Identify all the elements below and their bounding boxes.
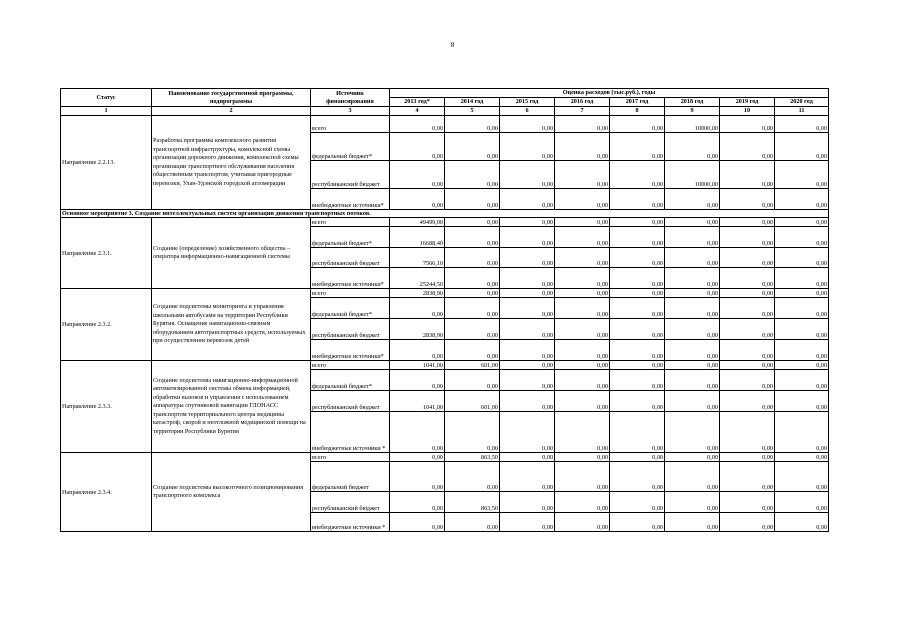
value-cell: 0,00 [500, 391, 555, 412]
value-cell: 0,00 [555, 189, 610, 210]
header-col-number: 6 [500, 107, 555, 116]
value-cell: 0,00 [390, 340, 445, 361]
value-cell: 0,00 [390, 298, 445, 319]
funding-source-cell: всего [311, 453, 390, 462]
value-cell: 863,50 [445, 453, 500, 462]
value-cell: 0,00 [720, 133, 775, 161]
value-cell: 0,00 [445, 462, 500, 492]
header-year: 2020 год [775, 98, 829, 107]
funding-source-cell: федеральный бюджет [311, 462, 390, 492]
funding-source-cell: федеральный бюджет* [311, 298, 390, 319]
funding-source-cell: внебюджетные источники* [311, 268, 390, 289]
value-cell: 0,00 [555, 116, 610, 133]
value-cell: 0,00 [665, 268, 720, 289]
header-year: 2013 год* [390, 98, 445, 107]
value-cell: 0,00 [775, 513, 829, 532]
value-cell: 0,00 [500, 492, 555, 513]
value-cell: 0,00 [390, 189, 445, 210]
value-cell: 0,00 [555, 361, 610, 370]
value-cell: 0,00 [500, 370, 555, 391]
funding-source-cell: федеральный бюджет* [311, 370, 390, 391]
value-cell: 0,00 [500, 189, 555, 210]
funding-source-cell: внебюджетные источники * [311, 513, 390, 532]
header-status: Статус [61, 89, 152, 107]
value-cell: 0,00 [665, 248, 720, 268]
value-cell: 0,00 [390, 462, 445, 492]
value-cell: 0,00 [610, 492, 665, 513]
funding-source-cell: республиканский бюджет [311, 161, 390, 189]
value-cell: 0,00 [500, 248, 555, 268]
header-col-number: 5 [445, 107, 500, 116]
value-cell: 0,00 [555, 513, 610, 532]
value-cell: 0,00 [445, 370, 500, 391]
value-cell: 0,00 [500, 298, 555, 319]
value-cell: 0,00 [500, 412, 555, 453]
value-cell: 0,00 [775, 298, 829, 319]
value-cell: 0,00 [665, 462, 720, 492]
header-col-number: 1 [61, 107, 152, 116]
value-cell: 0,00 [445, 412, 500, 453]
value-cell: 0,00 [775, 189, 829, 210]
value-cell: 0,00 [555, 492, 610, 513]
program-name-cell: Разработка программы комплексного развития транспортной инфраструктуры, комплексной схемы организации дорожного движения, комплексной схемы организации транспортного обслуживания населения общественным транспортом, учитывая пригородные перевозки, Улан-Удэнской городской агломерации [152, 116, 311, 210]
value-cell: 0,00 [775, 161, 829, 189]
table-row [61, 116, 829, 133]
table-row [61, 218, 829, 227]
value-cell: 0,00 [720, 319, 775, 340]
value-cell: 0,00 [610, 289, 665, 298]
value-cell: 0,00 [610, 361, 665, 370]
value-cell: 0,00 [500, 361, 555, 370]
value-cell: 0,00 [610, 268, 665, 289]
value-cell: 0,00 [445, 289, 500, 298]
funding-source-cell: внебюджетные источники* [311, 189, 390, 210]
value-cell: 0,00 [665, 370, 720, 391]
header-col-number: 11 [775, 107, 829, 116]
value-cell: 10000,00 [665, 116, 720, 133]
value-cell: 0,00 [775, 412, 829, 453]
value-cell: 1041,00 [390, 391, 445, 412]
value-cell: 0,00 [665, 492, 720, 513]
value-cell: 0,00 [555, 412, 610, 453]
status-cell: Направление 2.3.2. [61, 289, 152, 361]
value-cell: 0,00 [555, 133, 610, 161]
value-cell: 2838,90 [390, 319, 445, 340]
header-estimate: Оценка расходов (тыс.руб.), годы [390, 89, 829, 98]
value-cell: 0,00 [720, 492, 775, 513]
value-cell: 0,00 [775, 268, 829, 289]
value-cell: 0,00 [720, 227, 775, 248]
value-cell: 0,00 [500, 462, 555, 492]
value-cell: 0,00 [610, 391, 665, 412]
value-cell: 0,00 [720, 453, 775, 462]
funding-source-cell: всего [311, 289, 390, 298]
funding-source-cell: внебюджетные источники* [311, 340, 390, 361]
table-row [61, 453, 829, 462]
header-col-number: 7 [555, 107, 610, 116]
table-row [61, 289, 829, 298]
value-cell: 0,00 [555, 248, 610, 268]
header-year: 2014 год [445, 98, 500, 107]
value-cell: 10000,00 [665, 161, 720, 189]
main-event-title: Основное мероприятие 3. Создание интеллектуальных систем организации движения транспортных потоков. [61, 210, 829, 218]
value-cell: 0,00 [555, 391, 610, 412]
header-year: 2015 год [500, 98, 555, 107]
value-cell: 0,00 [610, 513, 665, 532]
funding-source-cell: республиканский бюджет [311, 492, 390, 513]
header-funding-source: Источник финансирования [311, 89, 390, 107]
value-cell: 0,00 [500, 340, 555, 361]
value-cell: 0,00 [445, 161, 500, 189]
value-cell: 0,00 [500, 161, 555, 189]
value-cell: 0,00 [720, 513, 775, 532]
status-cell: Направление 2.3.4. [61, 453, 152, 532]
funding-source-cell: всего [311, 116, 390, 133]
value-cell: 0,00 [390, 492, 445, 513]
value-cell: 0,00 [445, 189, 500, 210]
value-cell: 0,00 [390, 116, 445, 133]
header-col-number: 2 [152, 107, 311, 116]
value-cell: 0,00 [555, 161, 610, 189]
header-year: 2016 год [555, 98, 610, 107]
value-cell: 0,00 [720, 268, 775, 289]
value-cell: 0,00 [555, 340, 610, 361]
value-cell: 49499,00 [390, 218, 445, 227]
value-cell: 0,00 [610, 248, 665, 268]
value-cell: 0,00 [775, 319, 829, 340]
value-cell: 1041,00 [390, 361, 445, 370]
value-cell: 0,00 [610, 340, 665, 361]
value-cell: 0,00 [720, 161, 775, 189]
value-cell: 0,00 [720, 412, 775, 453]
value-cell: 0,00 [555, 370, 610, 391]
header-col-number: 10 [720, 107, 775, 116]
value-cell: 0,00 [665, 189, 720, 210]
value-cell: 0,00 [610, 133, 665, 161]
value-cell: 0,00 [555, 462, 610, 492]
program-name-cell: Создание подсистемы навигационно-информационной автоматизированной системы обмена информацией, обработки вызовов и управления с использованием аппаратуры спутниковой навигации ГЛОНАСС транспортом территориального центра медицины катастроф, скорой и неотложной медицинской помощи на территории Республики Бурятия [152, 361, 311, 453]
value-cell: 0,00 [445, 298, 500, 319]
value-cell: 0,00 [775, 361, 829, 370]
funding-source-cell: республиканский бюджет [311, 248, 390, 268]
value-cell: 0,00 [775, 248, 829, 268]
value-cell: 0,00 [775, 340, 829, 361]
header-col-number: 8 [610, 107, 665, 116]
value-cell: 0,00 [775, 391, 829, 412]
value-cell: 0,00 [445, 319, 500, 340]
value-cell: 0,00 [390, 370, 445, 391]
value-cell: 0,00 [555, 268, 610, 289]
value-cell: 0,00 [720, 298, 775, 319]
value-cell: 0,00 [665, 227, 720, 248]
funding-source-cell: республиканский бюджет [311, 319, 390, 340]
program-name-cell: Создание подсистемы мониторинга и управления школьными автобусами на территории Республики Бурятия. Оснащение навигационно-связным оборудованием автотранспортных средств, используемых при осуществлении перевозок детей [152, 289, 311, 361]
header-col-number: 9 [665, 107, 720, 116]
value-cell: 0,00 [500, 133, 555, 161]
value-cell: 0,00 [610, 319, 665, 340]
value-cell: 0,00 [500, 268, 555, 289]
value-cell: 0,00 [665, 218, 720, 227]
value-cell: 0,00 [720, 218, 775, 227]
value-cell: 0,00 [720, 116, 775, 133]
value-cell: 0,00 [775, 133, 829, 161]
value-cell: 601,00 [445, 361, 500, 370]
value-cell: 0,00 [390, 453, 445, 462]
funding-source-cell: республиканский бюджет [311, 391, 390, 412]
header-col-number: 4 [390, 107, 445, 116]
value-cell: 0,00 [500, 227, 555, 248]
program-name-cell: Создание подсистемы высокоточного позиционирования транспортного комплекса [152, 453, 311, 532]
value-cell: 0,00 [445, 227, 500, 248]
value-cell: 7566,10 [390, 248, 445, 268]
value-cell: 0,00 [665, 361, 720, 370]
value-cell: 0,00 [720, 340, 775, 361]
value-cell: 0,00 [555, 453, 610, 462]
value-cell: 0,00 [445, 218, 500, 227]
value-cell: 0,00 [555, 218, 610, 227]
value-cell: 0,00 [775, 218, 829, 227]
value-cell: 0,00 [775, 289, 829, 298]
value-cell: 0,00 [720, 361, 775, 370]
value-cell: 0,00 [665, 133, 720, 161]
value-cell: 0,00 [665, 513, 720, 532]
value-cell: 0,00 [665, 289, 720, 298]
budget-table [60, 88, 829, 532]
value-cell: 0,00 [610, 218, 665, 227]
value-cell: 0,00 [390, 161, 445, 189]
value-cell: 0,00 [610, 412, 665, 453]
value-cell: 0,00 [775, 116, 829, 133]
value-cell: 601,00 [445, 391, 500, 412]
value-cell: 0,00 [610, 227, 665, 248]
status-cell: Направление 2.3.3. [61, 361, 152, 453]
value-cell: 0,00 [555, 289, 610, 298]
status-cell: Направление 2.2.13. [61, 116, 152, 210]
header-year: 2018 год [665, 98, 720, 107]
value-cell: 0,00 [720, 248, 775, 268]
value-cell: 0,00 [720, 289, 775, 298]
value-cell: 2838,90 [390, 289, 445, 298]
value-cell: 0,00 [500, 453, 555, 462]
value-cell: 0,00 [775, 492, 829, 513]
value-cell: 0,00 [610, 453, 665, 462]
value-cell: 0,00 [665, 340, 720, 361]
page-number: 8 [450, 41, 455, 49]
value-cell: 0,00 [665, 319, 720, 340]
value-cell: 0,00 [665, 391, 720, 412]
value-cell: 0,00 [775, 462, 829, 492]
value-cell: 0,00 [610, 189, 665, 210]
value-cell: 0,00 [500, 513, 555, 532]
value-cell: 0,00 [720, 391, 775, 412]
value-cell: 0,00 [775, 370, 829, 391]
value-cell: 0,00 [665, 412, 720, 453]
header-year: 2019 год [720, 98, 775, 107]
value-cell: 0,00 [390, 513, 445, 532]
value-cell: 16688,40 [390, 227, 445, 248]
program-name-cell: Создание (определение) хозяйственного общества – оператора информационно-навигационной системы [152, 218, 311, 289]
value-cell: 0,00 [610, 298, 665, 319]
main-event-row [61, 210, 829, 218]
funding-source-cell: федеральный бюджет* [311, 133, 390, 161]
value-cell: 0,00 [500, 218, 555, 227]
value-cell: 0,00 [720, 462, 775, 492]
value-cell: 0,00 [555, 227, 610, 248]
status-cell: Направление 2.3.1. [61, 218, 152, 289]
value-cell: 0,00 [610, 462, 665, 492]
value-cell: 0,00 [445, 248, 500, 268]
value-cell: 863,50 [445, 492, 500, 513]
funding-source-cell: внебюджетные источники * [311, 412, 390, 453]
value-cell: 0,00 [390, 412, 445, 453]
value-cell: 0,00 [720, 189, 775, 210]
value-cell: 0,00 [610, 161, 665, 189]
value-cell: 0,00 [445, 116, 500, 133]
value-cell: 0,00 [500, 289, 555, 298]
value-cell: 25244,50 [390, 268, 445, 289]
value-cell: 0,00 [665, 453, 720, 462]
header-year: 2017 год [610, 98, 665, 107]
value-cell: 0,00 [665, 298, 720, 319]
value-cell: 0,00 [720, 370, 775, 391]
value-cell: 0,00 [500, 319, 555, 340]
value-cell: 0,00 [445, 513, 500, 532]
value-cell: 0,00 [610, 116, 665, 133]
header-col-number: 3 [311, 107, 390, 116]
table-row [61, 361, 829, 370]
funding-source-cell: всего [311, 218, 390, 227]
value-cell: 0,00 [390, 133, 445, 161]
value-cell: 0,00 [610, 370, 665, 391]
value-cell: 0,00 [775, 453, 829, 462]
value-cell: 0,00 [555, 298, 610, 319]
value-cell: 0,00 [555, 319, 610, 340]
value-cell: 0,00 [445, 268, 500, 289]
value-cell: 0,00 [445, 133, 500, 161]
funding-source-cell: всего [311, 361, 390, 370]
header-program-name: Наименование государственной программы, подпрограммы [152, 89, 311, 107]
value-cell: 0,00 [500, 116, 555, 133]
value-cell: 0,00 [775, 227, 829, 248]
value-cell: 0,00 [445, 340, 500, 361]
funding-source-cell: федеральный бюджет* [311, 227, 390, 248]
